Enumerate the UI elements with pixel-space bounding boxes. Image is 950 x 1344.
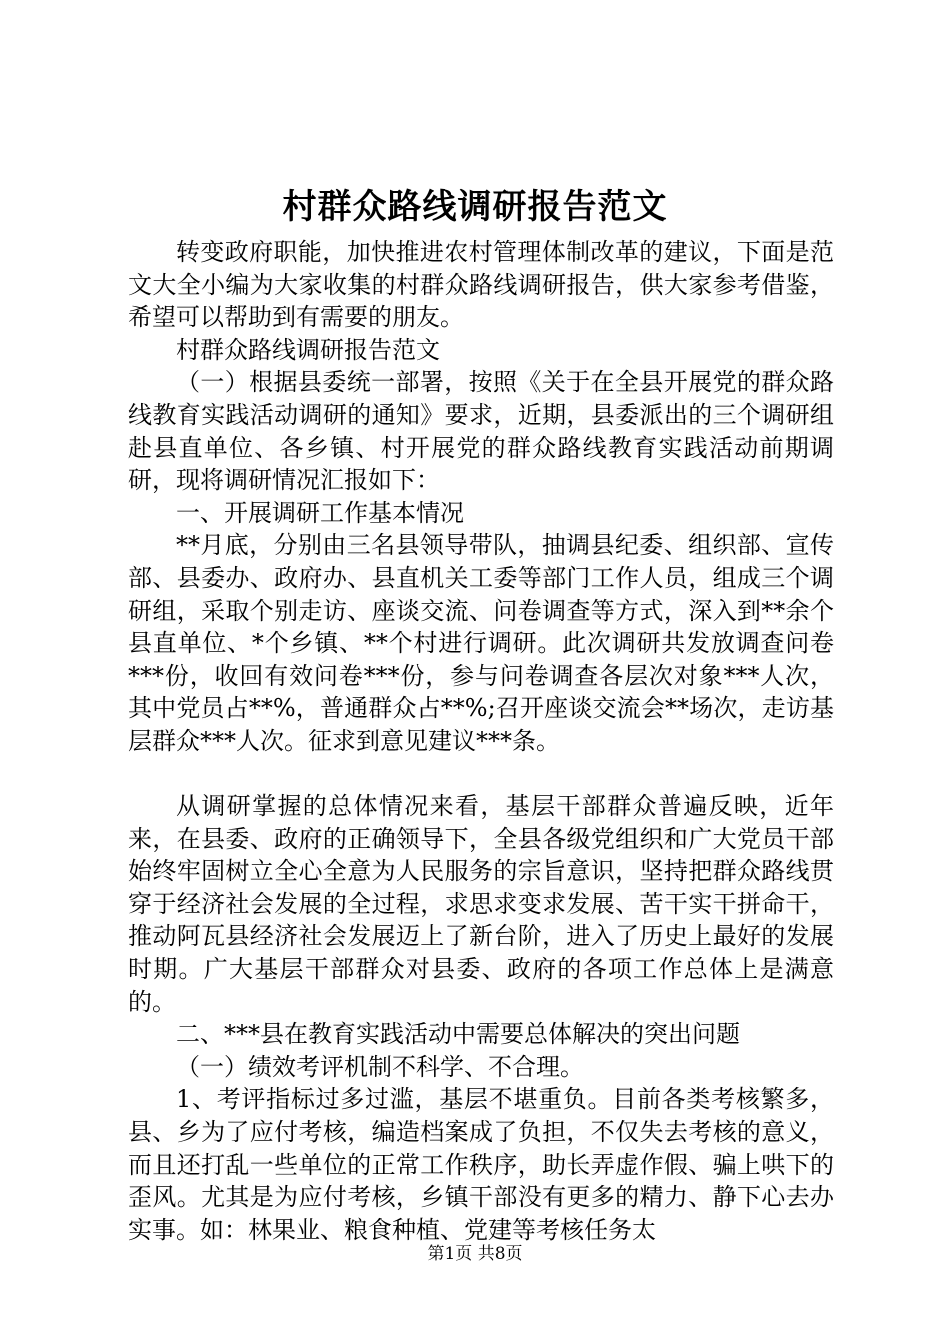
document-body — [128, 236, 834, 1246]
overall-situation-paragraph: 从调研掌握的总体情况来看，基层干部群众普遍反映，近年来，在县委、政府的正确领导下，全县各级党组织和广大党员干部始终牢固树立全心全意为人民服务的宗旨意识，坚持把群众路线贯穿于经济社会发展的全过程，求思求变求发展、苦干实干拼命干，推动阿瓦县经济社会发展迈上了新台阶，进入了历史上最好的发展时期。广大基层干部群众对县委、政府的各项工作总体上是满意的。 — [128, 792, 834, 1016]
subsection-heading-1: （一）绩效考评机制不科学、不合理。 — [176, 1052, 584, 1081]
survey-details-paragraph: **月底，分别由三名县领导带队，抽调县纪委、组织部、宣传部、县委办、政府办、县直机关工委等部门工作人员，组成三个调研组，采取个别走访、座谈交流、问卷调查等方式，深入到**余个县直单位、*个乡镇、**个村进行调研。此次调研共发放调查问卷***份，收回有效问卷***份，参与问卷调查各层次对象***人次，其中党员占**%，普通群众占**%;召开座谈交流会**场次，走访基层群众***人次。征求到意见建议***条。 — [128, 531, 834, 755]
section-heading-1: 一、开展调研工作基本情况 — [176, 498, 464, 527]
subtitle-paragraph: 村群众路线调研报告范文 — [176, 335, 440, 364]
blank-line — [128, 758, 834, 791]
intro-paragraph: 转变政府职能，加快推进农村管理体制改革的建议，下面是范文大全小编为大家收集的村群众路线调研报告，供大家参考借鉴，希望可以帮助到有需要的朋友。 — [128, 238, 834, 332]
page-footer: 第1页 共8页 — [427, 1244, 523, 1264]
background-paragraph: （一）根据县委统一部署，按照《关于在全县开展党的群众路线教育实践活动调研的通知》要求，近期，县委派出的三个调研组赴县直单位、各乡镇、村开展党的群众路线教育实践活动前期调研，现将调研情况汇报如下： — [128, 368, 834, 495]
section-heading-2: 二、***县在教育实践活动中需要总体解决的突出问题 — [176, 1020, 740, 1049]
document-title: 村群众路线调研报告范文 — [282, 187, 668, 227]
assessment-issue-paragraph: 1、考评指标过多过滥，基层不堪重负。目前各类考核繁多，县、乡为了应付考核，编造档案成了负担，不仅失去考核的意义，而且还打乱一些单位的正常工作秩序，助长弄虚作假、骗上哄下的歪风。尤其是为应付考核，乡镇干部没有更多的精力、静下心去办实事。如：林果业、粮食种植、党建等考核任务太 — [128, 1085, 834, 1244]
